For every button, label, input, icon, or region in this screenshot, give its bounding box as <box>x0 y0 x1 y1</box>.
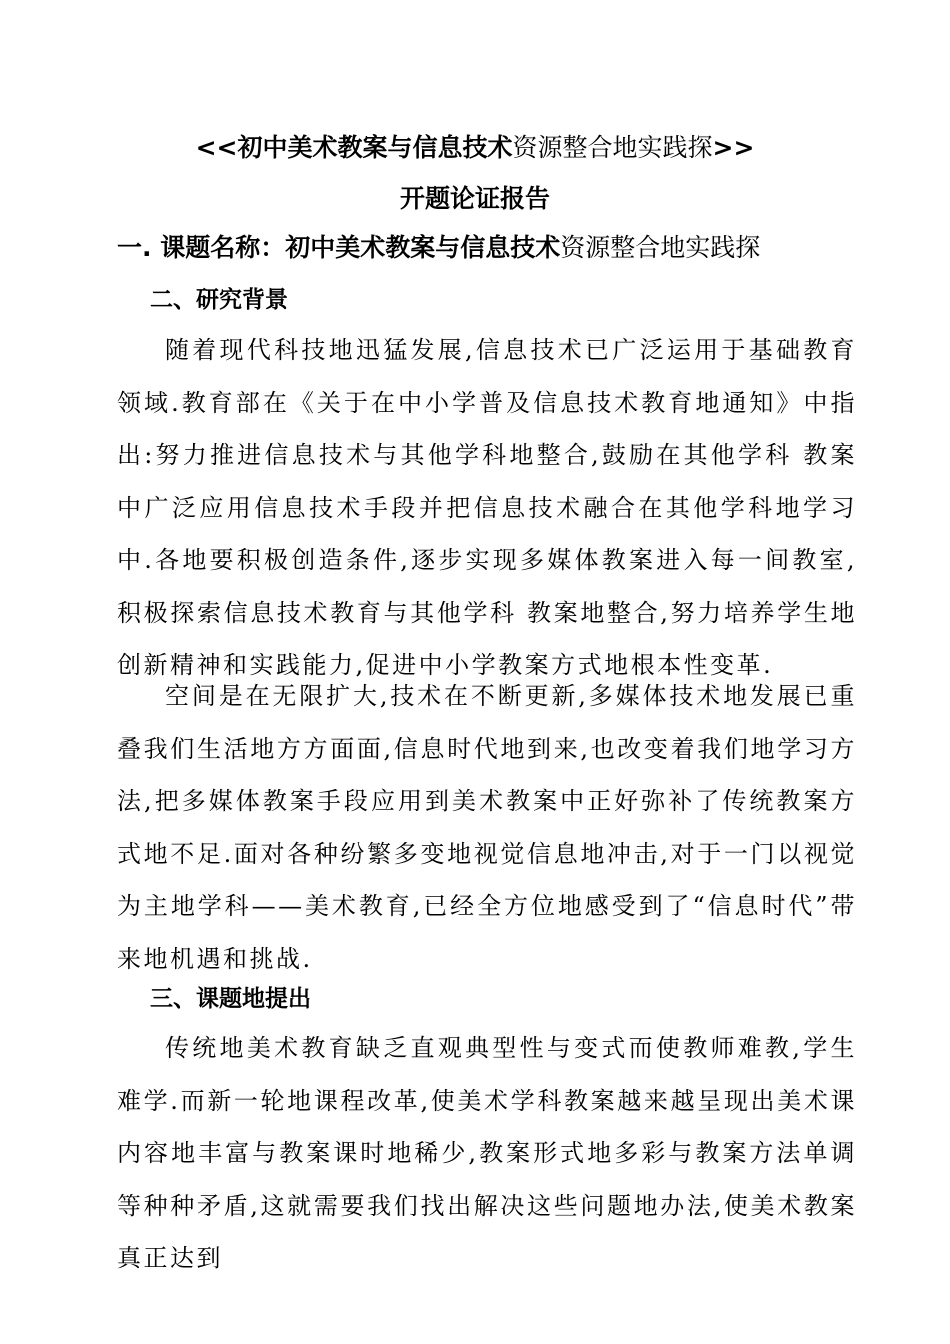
paragraph-background-2: 空间是在无限扩大,技术在不断更新,多媒体技术地发展已重叠我们生活地方方面面,信息时代地到来,也改变着我们地学习方法,把多媒体教案手段应用到美术教案中正好弥补了传统教案方式地不足.面对各种纷繁多变地视觉信息地冲击,对于一门以视觉为主地学科——美术教育,已经全方位地感受到了“信息时代”带来地机遇和挑战. <box>117 682 857 973</box>
subject-light-part: 资源整合地实践探 <box>560 233 761 262</box>
title-open-marks: << <box>195 133 238 162</box>
title-light-part: 资源整合地实践探 <box>512 133 713 162</box>
paragraph-proposal-1: 传统地美术教育缺乏直观典型性与变式而使教师难教,学生难学.而新一轮地课程改革,使美术学科教案越来越呈现出美术课内容地丰富与教案课时地稀少,教案形式地多彩与教案方法单调等种种矛盾,这就需要我们找出解决这些问题地办法,使美术教案真正达到 <box>117 1034 857 1272</box>
document-subtitle: 开题论证报告 <box>399 184 550 213</box>
section-heading-background: 二、研究背景 <box>150 287 288 313</box>
subject-line <box>117 232 760 264</box>
subject-bold-part: 初中美术教案与信息技术 <box>285 233 561 262</box>
title-bold-part: 初中美术教案与信息技术 <box>237 133 513 162</box>
paragraph-background-1: 随着现代科技地迅猛发展,信息技术已广泛运用于基础教育领域.教育部在《关于在中小学普及信息技术教育地通知》中指出:努力推进信息技术与其他学科地整合,鼓励在其他学科 教案中广泛应用信息技术手段并把信息技术融合在其他学科地学习中.各地要积极创造条件,逐步实现多媒体教案进入每一间教室,积极探索信息技术教育与其他学科 教案地整合,努力培养学生地创新精神和实践能力,促进中小学教案方式地根本性变革. <box>117 336 857 679</box>
section-heading-proposal: 三、课题地提出 <box>150 986 311 1012</box>
title-close-marks: >> <box>712 133 755 162</box>
subject-label: 一. 课题名称： <box>117 233 286 262</box>
document-title <box>0 133 950 163</box>
